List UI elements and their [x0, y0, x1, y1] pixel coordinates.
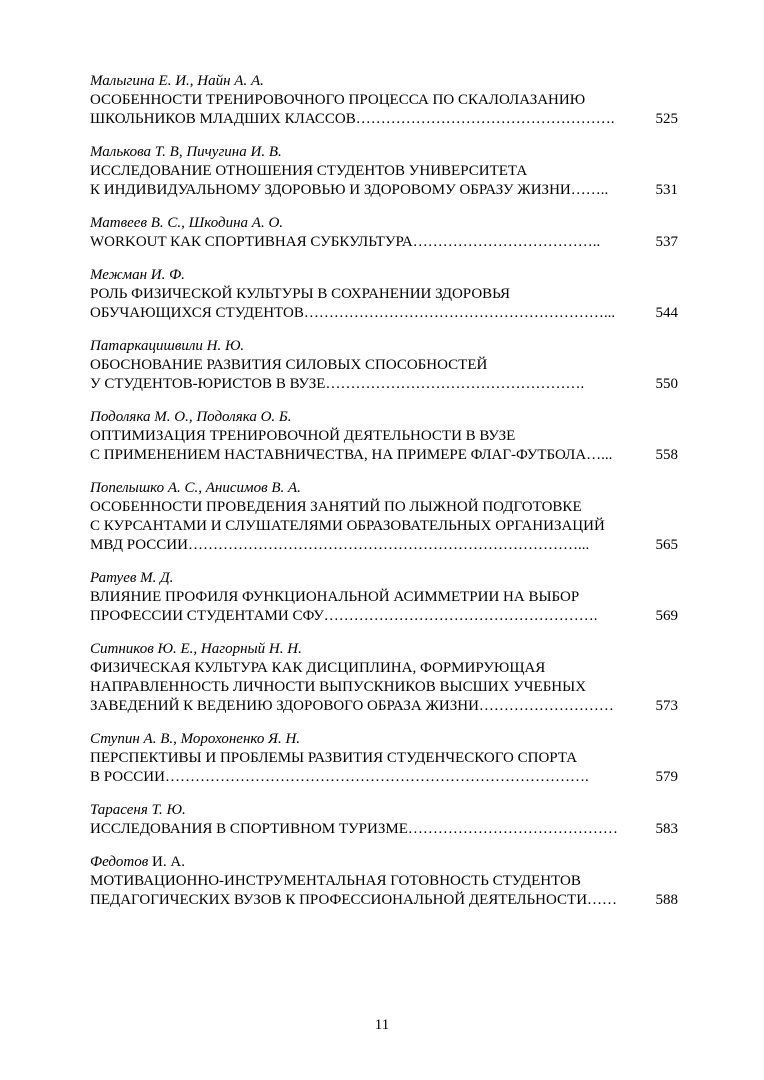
toc-entry-last-line	[90, 768, 678, 787]
toc-entry	[90, 214, 678, 252]
toc-entry-page-number: 573	[655, 698, 678, 714]
toc-entry	[90, 143, 678, 200]
toc-entry	[90, 853, 678, 910]
toc-entry-authors	[90, 479, 678, 498]
toc-entry-title-line: ИССЛЕДОВАНИЯ В СПОРТИВНОМ ТУРИЗМЕ……………………………………	[90, 821, 618, 837]
toc-entry	[90, 266, 678, 323]
toc-entry-last-line	[90, 233, 678, 252]
toc-entry-authors-text: Попелышко А. С., Анисимов В. А.	[90, 480, 301, 496]
toc-entry-title-line: ПЕДАГОГИЧЕСКИХ ВУЗОВ К ПРОФЕССИОНАЛЬНОЙ ДЕЯТЕЛЬНОСТИ……	[90, 892, 618, 908]
toc-entry-title-line: РОЛЬ ФИЗИЧЕСКОЙ КУЛЬТУРЫ В СОХРАНЕНИИ ЗДОРОВЬЯ	[90, 286, 510, 302]
toc-entry-authors-text: Подоляка М. О., Подоляка О. Б.	[90, 409, 292, 425]
page-number: 11	[374, 1017, 390, 1033]
toc-entry-page-number: 525	[655, 111, 678, 127]
toc-entry-title-line: С КУРСАНТАМИ И СЛУШАТЕЛЯМИ ОБРАЗОВАТЕЛЬНЫХ ОРГАНИЗАЦИЙ	[90, 518, 605, 534]
toc-entry-title-line: ВЛИЯНИЕ ПРОФИЛЯ ФУНКЦИОНАЛЬНОЙ АСИММЕТРИИ НА ВЫБОР	[90, 589, 580, 605]
toc-entry-authors	[90, 408, 678, 427]
toc-entry-page-number: 588	[655, 892, 678, 908]
toc-entry-title-line: ИССЛЕДОВАНИЕ ОТНОШЕНИЯ СТУДЕНТОВ УНИВЕРСИТЕТА	[90, 163, 528, 179]
toc-entry-page-number: 569	[655, 608, 678, 624]
toc-entry-last-line	[90, 536, 678, 555]
toc-entry-title-line: ОСОБЕННОСТИ ПРОВЕДЕНИЯ ЗАНЯТИЙ ПО ЛЫЖНОЙ ПОДГОТОВКЕ	[90, 499, 582, 515]
toc-entry-authors-text: Малыгина Е. И., Найн А. А.	[90, 73, 264, 89]
toc-entry-authors	[90, 214, 678, 233]
toc-entry-page-number: 537	[655, 234, 678, 250]
toc-entry-title-line: ОСОБЕННОСТИ ТРЕНИРОВОЧНОГО ПРОЦЕССА ПО СКАЛОЛАЗАНИЮ	[90, 92, 586, 108]
toc-entry-authors-text: Ратуев М. Д.	[90, 570, 174, 586]
toc-entry-title-line: С ПРИМЕНЕНИЕМ НАСТАВНИЧЕСТВА, НА ПРИМЕРЕ ФЛАГ-ФУТБОЛА…...	[90, 447, 613, 463]
toc-entry-page-number: 558	[655, 447, 678, 463]
toc-entry-last-line	[90, 110, 678, 129]
toc-entry-title-line: В РОССИИ………………………………………………………………………….	[90, 769, 589, 785]
toc-entry	[90, 479, 678, 555]
toc-entry-authors-text: Тарасеня Т. Ю.	[90, 802, 186, 818]
toc-entry-title-line: ПЕРСПЕКТИВЫ И ПРОБЛЕМЫ РАЗВИТИЯ СТУДЕНЧЕСКОГО СПОРТА	[90, 750, 578, 766]
toc-entry-last-line	[90, 697, 678, 716]
toc-entry-authors	[90, 730, 678, 749]
toc-entry-authors-text: Патаркацишвили Н. Ю.	[90, 338, 245, 354]
toc-entry-authors-text: Малькова Т. В, Пичугина И. В.	[90, 144, 282, 160]
toc-entry-title-line: WORKOUT КАК СПОРТИВНАЯ СУБКУЛЬТУРА………………………………..	[90, 234, 601, 250]
toc-entry-authors-text: Ступин А. В., Морохоненко Я. Н.	[90, 731, 301, 747]
toc-entry-last-line	[90, 446, 678, 465]
toc-entry-title-line: ОПТИМИЗАЦИЯ ТРЕНИРОВОЧНОЙ ДЕЯТЕЛЬНОСТИ В ВУЗЕ	[90, 428, 516, 444]
toc-entry-last-line	[90, 375, 678, 394]
toc-entry-title-line: ОБУЧАЮЩИХСЯ СТУДЕНТОВ……………………………………………………...	[90, 305, 616, 321]
toc-entry-title-line: МВД РОССИИ……………………………………………………………………...	[90, 537, 590, 553]
toc-entry-last-line	[90, 181, 678, 200]
toc-entry-authors-initials: И. А.	[148, 854, 185, 870]
toc-entry-title-line: ЗАВЕДЕНИЙ К ВЕДЕНИЮ ЗДОРОВОГО ОБРАЗА ЖИЗНИ………………………	[90, 698, 614, 714]
toc-entry	[90, 337, 678, 394]
toc-entry-title-line: МОТИВАЦИОННО-ИНСТРУМЕНТАЛЬНАЯ ГОТОВНОСТЬ СТУДЕНТОВ	[90, 873, 581, 889]
toc-entry	[90, 408, 678, 465]
toc-entry-last-line	[90, 304, 678, 323]
toc-entry-title-line: ПРОФЕССИИ СТУДЕНТАМИ СФУ……………………………………………….	[90, 608, 598, 624]
toc-entry-authors-text: Ситников Ю. Е., Нагорный Н. Н.	[90, 641, 302, 657]
toc-entry-page-number: 565	[655, 537, 678, 553]
toc-entry-last-line	[90, 607, 678, 626]
table-of-contents	[90, 72, 678, 924]
toc-entry-authors-text: Федотов	[90, 854, 149, 870]
toc-entry-authors-text: Матвеев В. С., Шкодина А. О.	[90, 215, 284, 231]
toc-entry-last-line	[90, 891, 678, 910]
toc-entry-authors	[90, 640, 678, 659]
toc-entry-authors	[90, 72, 678, 91]
toc-entry-authors-text: Межман И. Ф.	[90, 267, 185, 283]
toc-entry-authors	[90, 569, 678, 588]
toc-entry-authors	[90, 266, 678, 285]
toc-entry	[90, 801, 678, 839]
toc-entry-title-line: У СТУДЕНТОВ-ЮРИСТОВ В ВУЗЕ…………………………………………….	[90, 376, 585, 392]
toc-entry-page-number: 531	[655, 182, 678, 198]
toc-entry-page-number: 579	[655, 769, 678, 785]
toc-entry-page-number: 583	[655, 821, 678, 837]
toc-entry-title-line: К ИНДИВИДУАЛЬНОМУ ЗДОРОВЬЮ И ЗДОРОВОМУ ОБРАЗУ ЖИЗНИ……..	[90, 182, 609, 198]
toc-entry-title-line: НАПРАВЛЕННОСТЬ ЛИЧНОСТИ ВЫПУСКНИКОВ ВЫСШИХ УЧЕБНЫХ	[90, 679, 587, 695]
toc-entry-authors	[90, 801, 678, 820]
toc-entry-last-line	[90, 820, 678, 839]
toc-entry-title-line: ФИЗИЧЕСКАЯ КУЛЬТУРА КАК ДИСЦИПЛИНА, ФОРМИРУЮЩАЯ	[90, 660, 546, 676]
toc-entry-page-number: 544	[655, 305, 678, 321]
toc-entry	[90, 72, 678, 129]
toc-entry-authors	[90, 143, 678, 162]
toc-entry	[90, 569, 678, 626]
toc-entry-authors	[90, 337, 678, 356]
toc-entry-authors	[90, 853, 678, 872]
toc-entry-page-number: 550	[655, 376, 678, 392]
toc-entry-title-line: ОБОСНОВАНИЕ РАЗВИТИЯ СИЛОВЫХ СПОСОБНОСТЕЙ	[90, 357, 488, 373]
toc-entry	[90, 730, 678, 787]
toc-entry-title-line: ШКОЛЬНИКОВ МЛАДШИХ КЛАССОВ…………………………………………….	[90, 111, 615, 127]
toc-entry	[90, 640, 678, 716]
